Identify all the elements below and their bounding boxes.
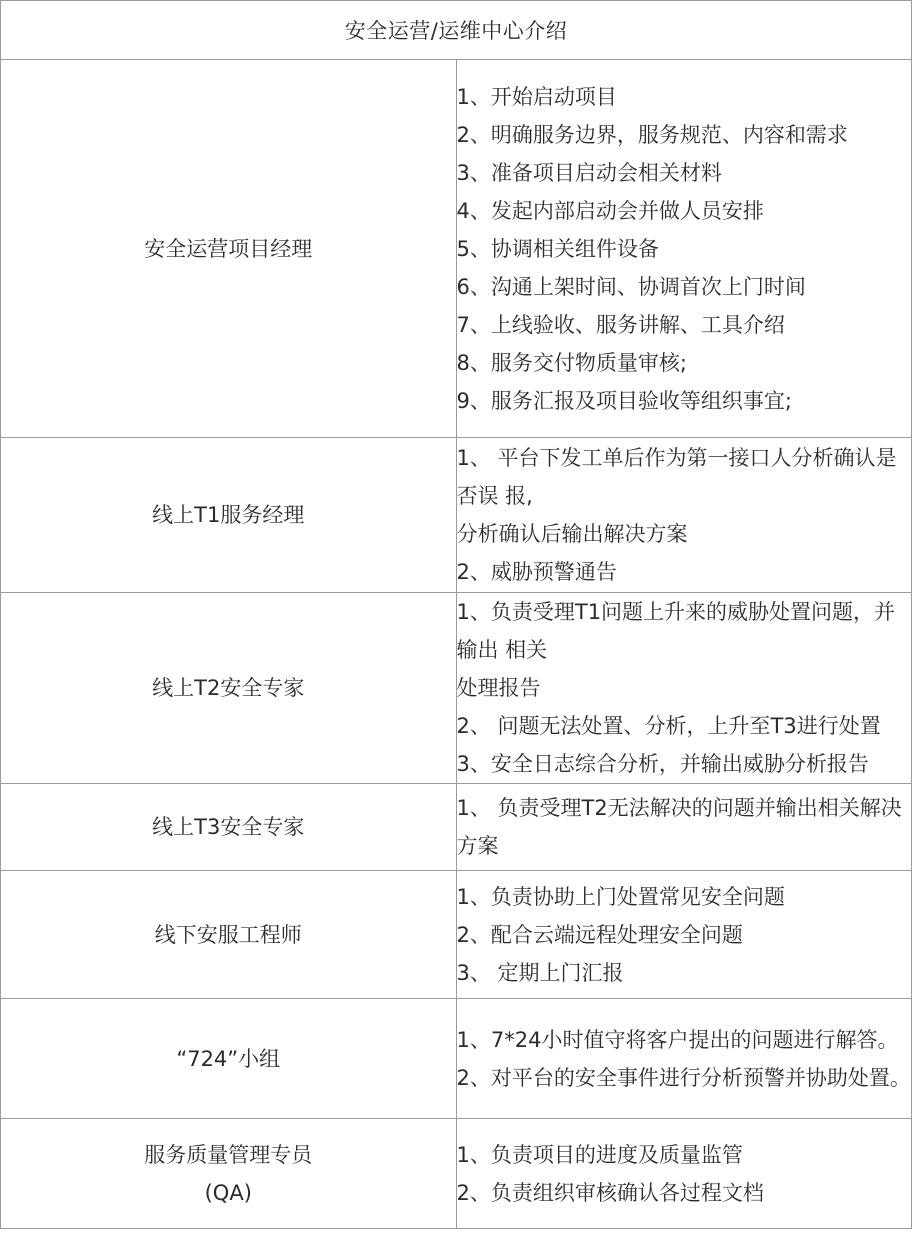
duty-line: 5、协调相关组件设备 [456, 236, 659, 261]
duty-line: 2、 问题无法处置、分析，上升至T3进行处置 [456, 714, 881, 738]
role-cell: 安全运营项目经理 [1, 60, 457, 438]
role-cell: 线上T3安全专家 [1, 784, 457, 871]
role-cell [1, 1119, 457, 1229]
table-row [1, 999, 912, 1119]
table-row [1, 1119, 912, 1229]
role-line: 服务质量管理专员 [144, 1142, 313, 1167]
table-row [1, 438, 912, 593]
duty-cell [456, 593, 912, 784]
duty-line: 1、 负责受理T2无法解决的问题并输出相关解决方案 [456, 796, 902, 858]
duty-line: 2、明确服务边界，服务规范、内容和需求 [456, 122, 848, 147]
table-row [1, 871, 912, 999]
role-line: (QA) [204, 1180, 252, 1205]
duty-cell [456, 784, 912, 871]
duty-line: 2、对平台的安全事件进行分析预警并协助处置。 [456, 1065, 911, 1090]
duty-line: 1、开始启动项目 [456, 84, 617, 109]
duty-line: 2、配合云端远程处理安全问题 [456, 922, 743, 947]
role-cell: 线上T1服务经理 [1, 438, 457, 593]
duty-line: 处理报告 [456, 676, 541, 700]
table-title-row [1, 1, 912, 60]
duty-line: 分析确认后输出解决方案 [456, 522, 688, 546]
duty-line: 1、 平台下发工单后作为第一接口人分析确认是否误 报, [456, 446, 897, 508]
role-cell: “724”小组 [1, 999, 457, 1119]
duty-line: 1、负责协助上门处置常见安全问题 [456, 884, 785, 909]
duty-line: 1、负责项目的进度及质量监管 [456, 1142, 743, 1167]
duty-line: 4、发起内部启动会并做人员安排 [456, 198, 764, 223]
duty-line: 1、负责受理T1问题上升来的威胁处置问题，并输出 相关 [456, 600, 896, 662]
duty-line: 7、上线验收、服务讲解、工具介绍 [456, 312, 785, 337]
table-row [1, 784, 912, 871]
duty-cell [456, 871, 912, 999]
duty-line: 3、准备项目启动会相关材料 [456, 160, 722, 185]
duty-line: 6、沟通上架时间、协调首次上门时间 [456, 274, 806, 299]
duty-cell [456, 438, 912, 593]
duty-cell [456, 999, 912, 1119]
table-row [1, 593, 912, 784]
duty-cell [456, 1119, 912, 1229]
duty-line: 2、威胁预警通告 [456, 560, 617, 584]
table-title: 安全运营/运维中心介绍 [1, 1, 912, 60]
table-row [1, 60, 912, 438]
duty-line: 3、 定期上门汇报 [456, 960, 624, 985]
duty-line: 2、负责组织审核确认各过程文档 [456, 1180, 764, 1205]
duty-line: 3、安全日志综合分析，并输出威胁分析报告 [456, 752, 869, 776]
duty-line: 9、服务汇报及项目验收等组织事宜; [456, 388, 792, 413]
duty-line: 8、服务交付物质量审核; [456, 350, 687, 375]
role-cell: 线上T2安全专家 [1, 593, 457, 784]
role-cell: 线下安服工程师 [1, 871, 457, 999]
duty-cell [456, 60, 912, 438]
duty-line: 1、7*24小时值守将客户提出的问题进行解答。 [456, 1027, 899, 1052]
